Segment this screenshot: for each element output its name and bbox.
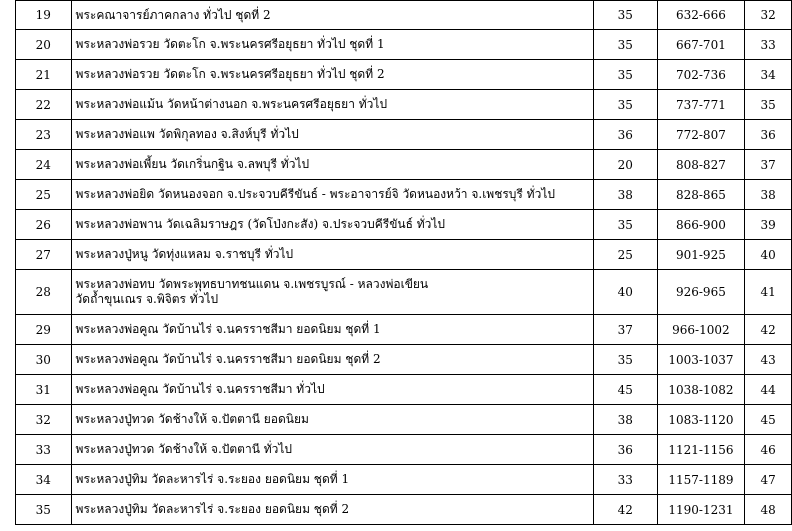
row-number: 20 (16, 30, 72, 60)
row-range: 737-771 (657, 90, 745, 120)
row-title: พระหลวงปู่ทวด วัดช้างให้ จ.ปัตตานี ยอดนิยม (71, 405, 594, 435)
row-number: 30 (16, 345, 72, 375)
table-row (16, 210, 792, 240)
row-range: 926-965 (657, 270, 745, 315)
table-row (16, 1, 792, 30)
row-title: พระหลวงพ่อเพี้ยน วัดเกริ่นกฐิน จ.ลพบุรี ทั่วไป (71, 150, 594, 180)
table-row (16, 345, 792, 375)
row-count: 38 (594, 405, 657, 435)
row-title: พระหลวงพ่อคูณ วัดบ้านไร่ จ.นครราชสีมา ยอดนิยม ชุดที่ 2 (71, 345, 594, 375)
row-range: 702-736 (657, 60, 745, 90)
table-row (16, 180, 792, 210)
row-range: 772-807 (657, 120, 745, 150)
catalog-table (15, 0, 792, 525)
row-page: 36 (745, 120, 792, 150)
row-number: 21 (16, 60, 72, 90)
row-number: 32 (16, 405, 72, 435)
row-title: พระคณาจารย์ภาคกลาง ทั่วไป ชุดที่ 2 (71, 1, 594, 30)
row-page: 38 (745, 180, 792, 210)
row-page: 44 (745, 375, 792, 405)
table-row (16, 150, 792, 180)
row-count: 35 (594, 345, 657, 375)
row-title: พระหลวงปู่หนู วัดทุ่งแหลม จ.ราชบุรี ทั่วไป (71, 240, 594, 270)
row-page: 48 (745, 495, 792, 525)
row-page: 47 (745, 465, 792, 495)
row-title: พระหลวงพ่อแม้น วัดหน้าต่างนอก จ.พระนครศรีอยุธยา ทั่วไป (71, 90, 594, 120)
row-count: 45 (594, 375, 657, 405)
row-title: พระหลวงปู่ทวด วัดช้างให้ จ.ปัตตานี ทั่วไป (71, 435, 594, 465)
table-row (16, 435, 792, 465)
row-count: 33 (594, 465, 657, 495)
row-page: 37 (745, 150, 792, 180)
row-title: พระหลวงพ่อคูณ วัดบ้านไร่ จ.นครราชสีมา ยอดนิยม ชุดที่ 1 (71, 315, 594, 345)
row-count: 36 (594, 435, 657, 465)
catalog-table-body (16, 1, 792, 525)
row-range: 667-701 (657, 30, 745, 60)
table-row (16, 465, 792, 495)
row-count: 40 (594, 270, 657, 315)
row-title: พระหลวงพ่อพาน วัดเฉลิมราษฎร (วัดโป่งกะสัง) จ.ประจวบคีรีขันธ์ ทั่วไป (71, 210, 594, 240)
table-row (16, 315, 792, 345)
row-page: 35 (745, 90, 792, 120)
row-number: 31 (16, 375, 72, 405)
table-row (16, 270, 792, 315)
row-count: 38 (594, 180, 657, 210)
row-count: 35 (594, 210, 657, 240)
table-row (16, 90, 792, 120)
row-title: พระหลวงปู่ทิม วัดละหารไร่ จ.ระยอง ยอดนิยม ชุดที่ 2 (71, 495, 594, 525)
row-title: พระหลวงพ่อรวย วัดตะโก จ.พระนครศรีอยุธยา ทั่วไป ชุดที่ 1 (71, 30, 594, 60)
row-range: 1157-1189 (657, 465, 745, 495)
row-title: พระหลวงพ่อคูณ วัดบ้านไร่ จ.นครราชสีมา ทั่วไป (71, 375, 594, 405)
row-page: 41 (745, 270, 792, 315)
table-row (16, 495, 792, 525)
row-count: 20 (594, 150, 657, 180)
row-title: พระหลวงพ่อยิด วัดหนองจอก จ.ประจวบคีรีขันธ์ - พระอาจารย์จิ วัดหนองหว้า จ.เพชรบุรี ทั่วไป (71, 180, 594, 210)
row-page: 43 (745, 345, 792, 375)
row-page: 45 (745, 405, 792, 435)
table-row (16, 405, 792, 435)
row-page: 46 (745, 435, 792, 465)
row-page: 42 (745, 315, 792, 345)
row-range: 1083-1120 (657, 405, 745, 435)
row-number: 25 (16, 180, 72, 210)
row-number: 29 (16, 315, 72, 345)
row-count: 35 (594, 1, 657, 30)
row-range: 901-925 (657, 240, 745, 270)
row-page: 40 (745, 240, 792, 270)
row-count: 35 (594, 90, 657, 120)
table-row (16, 240, 792, 270)
row-number: 34 (16, 465, 72, 495)
row-count: 37 (594, 315, 657, 345)
row-count: 35 (594, 30, 657, 60)
row-number: 27 (16, 240, 72, 270)
row-number: 35 (16, 495, 72, 525)
row-number: 19 (16, 1, 72, 30)
row-page: 33 (745, 30, 792, 60)
row-range: 1190-1231 (657, 495, 745, 525)
row-page: 34 (745, 60, 792, 90)
table-row (16, 120, 792, 150)
row-page: 39 (745, 210, 792, 240)
row-count: 35 (594, 60, 657, 90)
row-count: 42 (594, 495, 657, 525)
table-row (16, 30, 792, 60)
table-row (16, 60, 792, 90)
row-number: 22 (16, 90, 72, 120)
row-range: 866-900 (657, 210, 745, 240)
row-number: 24 (16, 150, 72, 180)
row-page: 32 (745, 1, 792, 30)
row-range: 966-1002 (657, 315, 745, 345)
row-range: 632-666 (657, 1, 745, 30)
row-number: 28 (16, 270, 72, 315)
row-number: 23 (16, 120, 72, 150)
row-range: 828-865 (657, 180, 745, 210)
row-title: พระหลวงปู่ทิม วัดละหารไร่ จ.ระยอง ยอดนิยม ชุดที่ 1 (71, 465, 594, 495)
row-title: พระหลวงพ่อแพ วัดพิกุลทอง จ.สิงห์บุรี ทั่วไป (71, 120, 594, 150)
row-number: 33 (16, 435, 72, 465)
row-count: 36 (594, 120, 657, 150)
row-range: 1121-1156 (657, 435, 745, 465)
table-row (16, 375, 792, 405)
row-count: 25 (594, 240, 657, 270)
row-range: 1003-1037 (657, 345, 745, 375)
row-number: 26 (16, 210, 72, 240)
row-range: 808-827 (657, 150, 745, 180)
row-title: พระหลวงพ่อทบ วัดพระพุทธบาทชนแดน จ.เพชรบูรณ์ - หลวงพ่อเขียน วัดถ้ำขุนเณร จ.พิจิตร ทั่วไป (71, 270, 594, 315)
row-title: พระหลวงพ่อรวย วัดตะโก จ.พระนครศรีอยุธยา ทั่วไป ชุดที่ 2 (71, 60, 594, 90)
row-range: 1038-1082 (657, 375, 745, 405)
